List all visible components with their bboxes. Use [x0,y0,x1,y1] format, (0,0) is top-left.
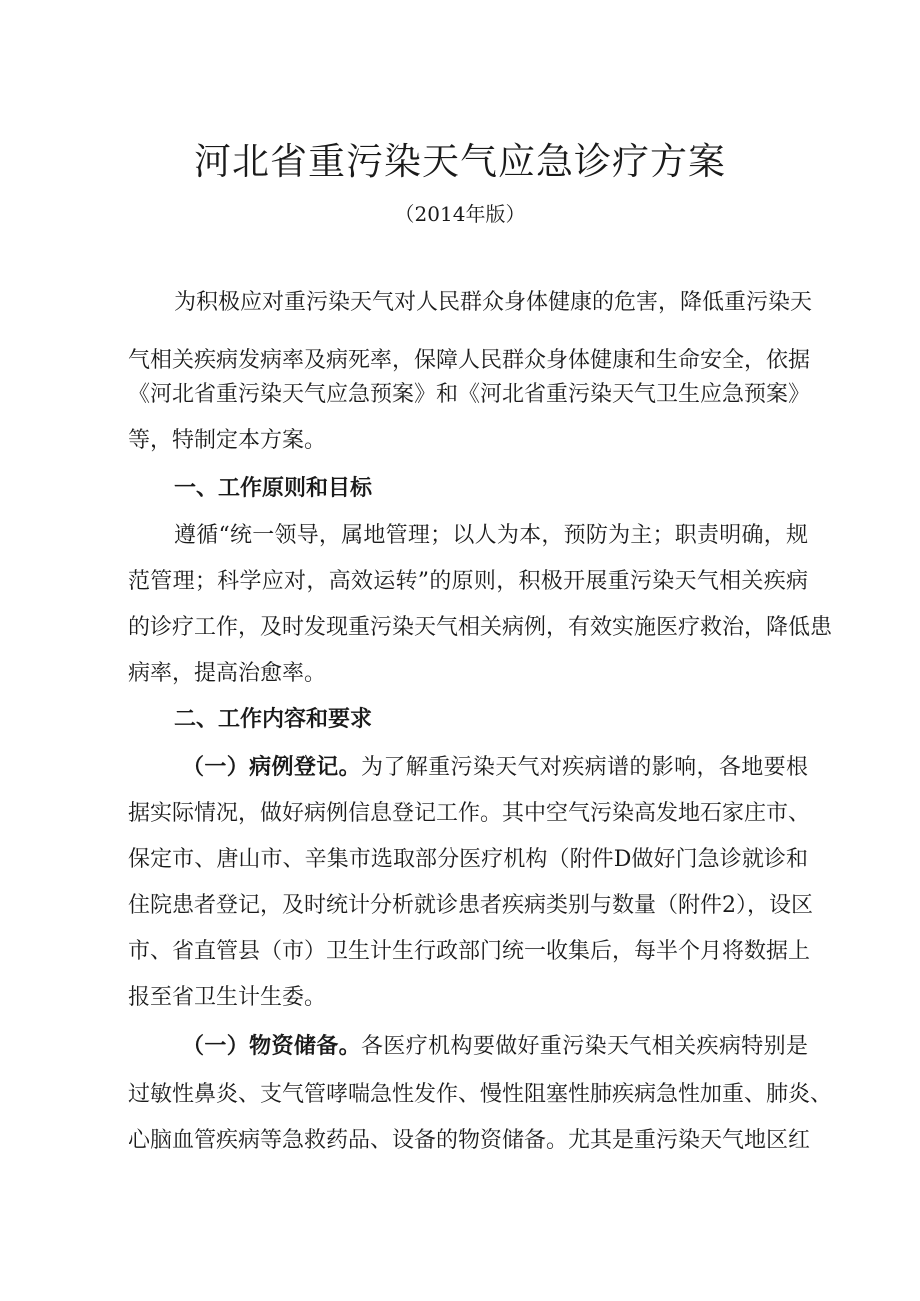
item-1-line-6: 报至省卫生计生委。 [128,985,327,1010]
item-1-lead: （一）病例登记。 [182,755,361,780]
document-title: 河北省重污染天气应急诊疗方案 [194,140,726,183]
item-1-line-3: 保定市、唐山市、辛集市选取部分医疗机构（附件D做好门急诊就诊和 [128,847,808,872]
intro-line-4: 等，特制定本方案。 [128,428,327,453]
item-1-line-2: 据实际情况，做好病例信息登记工作。其中空气污染高发地石家庄市、 [128,801,811,826]
section-1-line-4: 病率，提高治愈率。 [128,661,327,686]
section-1-heading: 一、工作原则和目标 [174,476,373,501]
section-1-line-2: 范管理；科学应对，高效运转”的原则，积极开展重污染天气相关疾病 [128,569,808,594]
intro-line-3: 《河北省重污染天气应急预案》和《河北省重污染天气卫生应急预案》 [128,382,811,407]
section-2-heading: 二、工作内容和要求 [174,707,373,732]
section-1-line-3: 的诊疗工作，及时发现重污染天气相关病例，有效实施医疗救治，降低患 [128,615,833,640]
item-2-line-2: 过敏性鼻炎、支气管哮喘急性发作、慢性阻塞性肺疾病急性加重、肺炎、 [128,1082,833,1107]
document-subtitle: （2014年版） [394,202,526,226]
intro-line-2: 气相关疾病发病率及病死率，保障人民群众身体健康和生命安全，依据 [128,348,811,373]
item-2-first-line [182,1027,808,1067]
item-1-line-4: 住院患者登记，及时统计分析就诊患者疾病类别与数量（附件2），设区 [128,893,813,918]
item-1-first-line [182,748,808,788]
item-2-first-text: 各医疗机构要做好重污染天气相关疾病特别是 [360,1034,808,1059]
item-2-lead: （一）物资储备。 [182,1034,361,1059]
item-2-line-3: 心脑血管疾病等急救药品、设备的物资储备。尤其是重污染天气地区红 [128,1128,811,1153]
intro-line-1: 为积极应对重污染天气对人民群众身体健康的危害，降低重污染天 [174,290,813,315]
item-1-line-5: 市、省直管县（市）卫生计生行政部门统一收集后，每半个月将数据上 [128,939,811,964]
item-1-first-text: 为了解重污染天气对疾病谱的影响，各地要根 [360,755,808,780]
section-1-line-1: 遵循“统一领导，属地管理；以人为本，预防为主；职责明确，规 [174,523,808,548]
